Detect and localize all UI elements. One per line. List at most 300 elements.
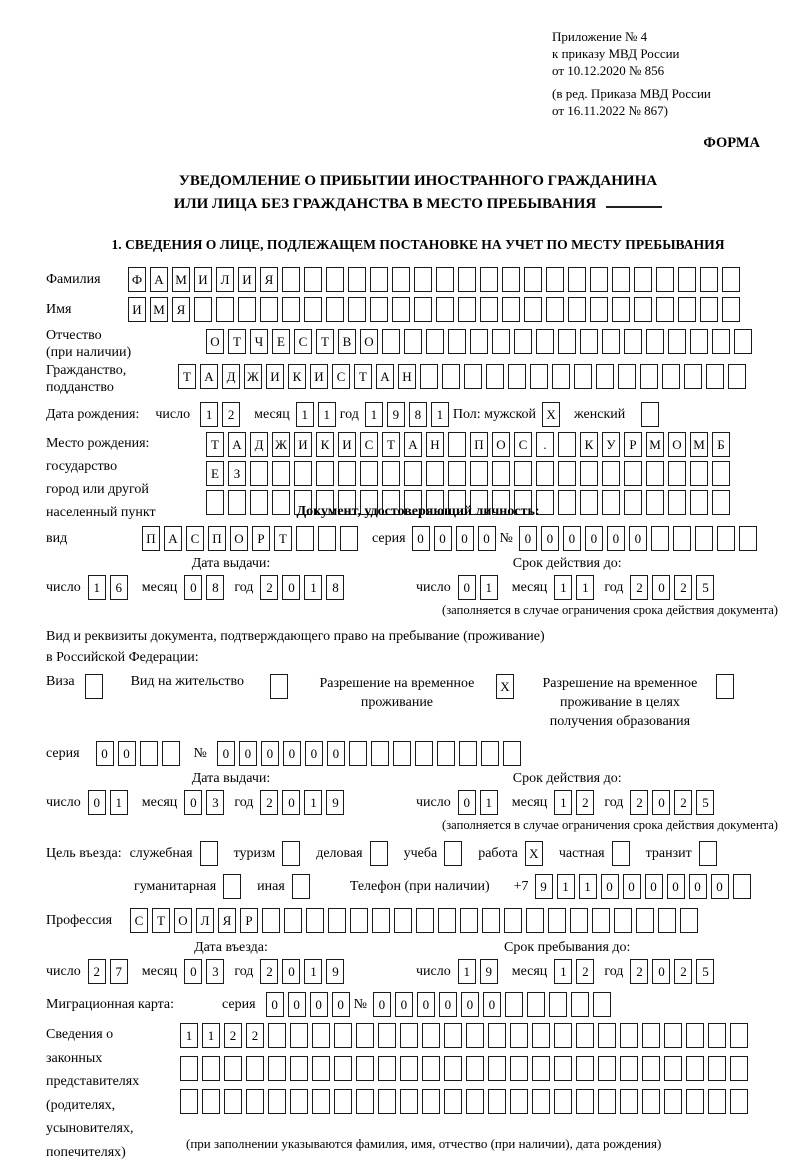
char-box xyxy=(348,297,366,322)
char-box: 0 xyxy=(667,874,685,899)
issue-date-header: Дата выдачи: xyxy=(191,556,271,571)
purpose-official: служебная xyxy=(130,841,222,866)
char-box xyxy=(502,297,520,322)
year-label: год xyxy=(339,406,359,422)
char-box: П xyxy=(470,432,488,457)
char-box: 0 xyxy=(118,741,136,766)
char-box: 1 xyxy=(557,874,575,899)
char-box xyxy=(312,1023,330,1048)
char-box: 0 xyxy=(305,741,323,766)
char-box: 0 xyxy=(456,526,474,551)
migration-number-label: № xyxy=(353,996,367,1012)
char-box xyxy=(580,461,598,486)
char-box: 1 xyxy=(554,575,572,600)
patronymic-cells xyxy=(206,329,756,354)
char-box: 5 xyxy=(696,575,714,600)
patronymic-label: Отчество (при наличии) xyxy=(46,328,132,360)
char-box xyxy=(356,1089,374,1114)
residence-valid-day xyxy=(458,790,502,815)
residence-valid-month xyxy=(554,790,598,815)
char-box xyxy=(282,297,300,322)
purpose-work: работа X xyxy=(478,841,547,866)
patronymic-row xyxy=(46,327,790,361)
char-box: 0 xyxy=(282,959,300,984)
char-box xyxy=(708,1089,726,1114)
char-box xyxy=(459,741,477,766)
char-box xyxy=(370,267,388,292)
char-box: 1 xyxy=(304,790,322,815)
char-box: Я xyxy=(260,267,278,292)
char-box xyxy=(470,461,488,486)
char-box: 0 xyxy=(217,741,235,766)
char-box: 2 xyxy=(576,959,594,984)
char-box: 0 xyxy=(439,992,457,1017)
char-box xyxy=(739,526,757,551)
birthplace-row1-cells xyxy=(206,432,734,457)
entry-dates: Дата въезда: число 2 7 месяц 0 3 год 2 0 1 9 Срок пребывания до: число 1 9 месяц 1 2 год 2 0 2 5 xyxy=(46,940,790,984)
char-box xyxy=(422,1089,440,1114)
char-box xyxy=(268,1056,286,1081)
char-box: 5 xyxy=(696,959,714,984)
char-box xyxy=(576,1023,594,1048)
residence-series-cells xyxy=(96,741,184,766)
iddoc-series-cells xyxy=(412,526,500,551)
char-box xyxy=(162,741,180,766)
month-label: месяц xyxy=(254,406,290,422)
char-box: 2 xyxy=(674,959,692,984)
char-box xyxy=(690,490,708,515)
char-box xyxy=(502,267,520,292)
char-box xyxy=(290,1056,308,1081)
char-box: 0 xyxy=(652,575,670,600)
char-box xyxy=(466,1023,484,1048)
char-box xyxy=(326,297,344,322)
iddoc-valid-day xyxy=(458,575,502,600)
entry-year xyxy=(260,959,348,984)
char-box: Р xyxy=(252,526,270,551)
char-box xyxy=(334,1023,352,1048)
name-row xyxy=(46,297,790,322)
char-box xyxy=(466,1056,484,1081)
char-box: 5 xyxy=(696,790,714,815)
char-box: 6 xyxy=(110,575,128,600)
char-box: 0 xyxy=(458,575,476,600)
citizenship-label: Гражданство, подданство xyxy=(46,363,127,395)
iddoc-kind-row xyxy=(46,526,790,551)
iddoc-number-cells xyxy=(519,526,761,551)
char-box: 1 xyxy=(480,790,498,815)
char-box: 0 xyxy=(623,874,641,899)
char-box xyxy=(656,297,674,322)
char-box xyxy=(554,1023,572,1048)
stay-day xyxy=(458,959,502,984)
char-box xyxy=(272,461,290,486)
char-box xyxy=(536,461,554,486)
char-box xyxy=(480,297,498,322)
char-box: А xyxy=(376,364,394,389)
char-box: 9 xyxy=(326,790,344,815)
residence-intro: Вид и реквизиты документа, подтверждающего право на пребывание (проживание) в Российской Федерации: xyxy=(46,629,545,665)
forma-label: ФОРМА xyxy=(703,135,760,151)
char-box: Р xyxy=(624,432,642,457)
char-box: 2 xyxy=(576,790,594,815)
sex-label: Пол: мужской xyxy=(452,406,537,422)
form-title-line1: УВЕДОМЛЕНИЕ О ПРИБЫТИИ ИНОСТРАННОГО ГРАЖДАНИНА xyxy=(178,173,658,189)
char-box: 0 xyxy=(88,790,106,815)
char-box: Н xyxy=(398,364,416,389)
char-box: 0 xyxy=(689,874,707,899)
char-box: Ж xyxy=(244,364,262,389)
char-box: 0 xyxy=(711,874,729,899)
char-box xyxy=(716,674,734,699)
char-box xyxy=(526,908,544,933)
char-box xyxy=(514,461,532,486)
char-box xyxy=(224,1089,242,1114)
char-box: О xyxy=(668,432,686,457)
char-box: О xyxy=(206,329,224,354)
char-box: И xyxy=(238,267,256,292)
char-box xyxy=(576,1089,594,1114)
char-box: 2 xyxy=(246,1023,264,1048)
char-box xyxy=(306,908,324,933)
profession-cells xyxy=(130,908,702,933)
char-box: М xyxy=(150,297,168,322)
char-box: 0 xyxy=(266,992,284,1017)
char-box xyxy=(382,461,400,486)
char-box xyxy=(658,908,676,933)
char-box: 0 xyxy=(327,741,345,766)
char-box xyxy=(444,1089,462,1114)
char-box xyxy=(246,1089,264,1114)
char-box: 2 xyxy=(88,959,106,984)
char-box xyxy=(140,741,158,766)
char-box xyxy=(640,364,658,389)
char-box xyxy=(482,908,500,933)
char-box xyxy=(422,1023,440,1048)
char-box xyxy=(678,297,696,322)
char-box xyxy=(422,1056,440,1081)
char-box xyxy=(570,908,588,933)
char-box xyxy=(316,461,334,486)
char-box xyxy=(416,908,434,933)
surname-label: Фамилия xyxy=(46,271,101,287)
char-box: 7 xyxy=(110,959,128,984)
char-box: 8 xyxy=(409,402,427,427)
char-box xyxy=(470,329,488,354)
entry-month xyxy=(184,959,228,984)
char-box xyxy=(510,1023,528,1048)
char-box xyxy=(505,992,523,1017)
char-box: . xyxy=(536,432,554,457)
residence-number-label: № xyxy=(193,745,207,761)
char-box: Д xyxy=(222,364,240,389)
char-box xyxy=(404,329,422,354)
char-box: Е xyxy=(206,461,224,486)
char-box: 2 xyxy=(630,790,648,815)
char-box: Ж xyxy=(272,432,290,457)
char-box xyxy=(460,908,478,933)
char-box: 1 xyxy=(110,790,128,815)
char-box xyxy=(370,297,388,322)
surname-cells xyxy=(128,267,744,292)
char-box xyxy=(466,1089,484,1114)
char-box xyxy=(334,1056,352,1081)
char-box xyxy=(558,329,576,354)
char-box xyxy=(328,908,346,933)
purpose-humanitarian: гуманитарная xyxy=(134,874,245,899)
char-box: 0 xyxy=(283,741,301,766)
char-box xyxy=(598,1056,616,1081)
char-box xyxy=(708,1056,726,1081)
char-box: И xyxy=(266,364,284,389)
char-box xyxy=(250,490,268,515)
char-box: 1 xyxy=(304,575,322,600)
char-box xyxy=(503,741,521,766)
char-box: С xyxy=(332,364,350,389)
char-box xyxy=(404,461,422,486)
char-box: М xyxy=(172,267,190,292)
char-box xyxy=(228,490,246,515)
char-box xyxy=(202,1056,220,1081)
char-box xyxy=(524,267,542,292)
char-box: А xyxy=(150,267,168,292)
migration-card-label: Миграционная карта: xyxy=(46,996,175,1012)
char-box: Т xyxy=(206,432,224,457)
char-box xyxy=(400,1023,418,1048)
char-box xyxy=(574,364,592,389)
char-box xyxy=(568,297,586,322)
residence-series-label: серия xyxy=(46,745,80,761)
char-box xyxy=(458,297,476,322)
char-box xyxy=(708,1023,726,1048)
char-box xyxy=(488,1089,506,1114)
char-box xyxy=(717,526,735,551)
profession-label: Профессия xyxy=(46,912,113,928)
char-box xyxy=(180,1056,198,1081)
char-box: X xyxy=(542,402,560,427)
char-box xyxy=(282,841,300,866)
char-box: 3 xyxy=(206,790,224,815)
char-box xyxy=(532,1023,550,1048)
char-box: С xyxy=(186,526,204,551)
iddoc-series-label: серия xyxy=(372,530,406,546)
residence-note: (заполняется в случае ограничения срока действия документа) xyxy=(442,818,778,832)
birth-year-cells xyxy=(365,402,453,427)
char-box xyxy=(548,908,566,933)
char-box: 8 xyxy=(206,575,224,600)
char-box: 0 xyxy=(282,575,300,600)
option-temp-residence-education: Разрешение на временное проживание в целях получения образования xyxy=(534,674,738,731)
char-box xyxy=(394,908,412,933)
surname-row xyxy=(46,267,790,292)
char-box xyxy=(558,432,576,457)
char-box xyxy=(437,741,455,766)
char-box: 1 xyxy=(296,402,314,427)
char-box: 0 xyxy=(332,992,350,1017)
purpose-label: Цель въезда: xyxy=(46,845,122,861)
char-box: А xyxy=(200,364,218,389)
char-box: 2 xyxy=(260,575,278,600)
iddoc-issue-year xyxy=(260,575,348,600)
char-box xyxy=(194,297,212,322)
representatives-labels: Сведения о законных представителях (родителях, усыновителях, попечителях) xyxy=(46,1027,140,1160)
char-box xyxy=(690,461,708,486)
migration-card-row xyxy=(46,992,790,1017)
char-box xyxy=(554,1056,572,1081)
char-box: Т xyxy=(316,329,334,354)
purpose-other: иная xyxy=(257,874,314,899)
iddoc-valid-year xyxy=(630,575,718,600)
char-box: 0 xyxy=(310,992,328,1017)
iddoc-kind-cells xyxy=(142,526,362,551)
char-box: К xyxy=(288,364,306,389)
char-box xyxy=(612,297,630,322)
char-box xyxy=(664,1056,682,1081)
char-box xyxy=(614,908,632,933)
char-box xyxy=(646,329,664,354)
char-box xyxy=(624,490,642,515)
char-box: Ч xyxy=(250,329,268,354)
char-box xyxy=(282,267,300,292)
char-box: Л xyxy=(196,908,214,933)
char-box xyxy=(326,267,344,292)
char-box xyxy=(334,1089,352,1114)
char-box xyxy=(602,490,620,515)
visa-checkbox xyxy=(85,674,107,699)
char-box xyxy=(620,1089,638,1114)
purpose-tourism: туризм xyxy=(234,841,305,866)
char-box xyxy=(510,1089,528,1114)
char-box xyxy=(558,461,576,486)
char-box: 0 xyxy=(652,790,670,815)
char-box: Т xyxy=(382,432,400,457)
char-box: И xyxy=(194,267,212,292)
char-box: 1 xyxy=(554,959,572,984)
char-box: 0 xyxy=(373,992,391,1017)
char-box xyxy=(668,329,686,354)
char-box: 0 xyxy=(184,790,202,815)
char-box: 1 xyxy=(180,1023,198,1048)
char-box xyxy=(400,1089,418,1114)
char-box xyxy=(492,329,510,354)
char-box xyxy=(268,1023,286,1048)
char-box xyxy=(552,364,570,389)
birth-day-cells xyxy=(200,402,244,427)
char-box: Р xyxy=(240,908,258,933)
iddoc-note: (заполняется в случае ограничения срока действия документа) xyxy=(442,603,778,617)
iddoc-issue-month xyxy=(184,575,228,600)
char-box: 0 xyxy=(184,959,202,984)
char-box xyxy=(426,461,444,486)
residence-issue-year xyxy=(260,790,348,815)
iddoc-kind-label: вид xyxy=(46,530,68,546)
char-box: Т xyxy=(354,364,372,389)
char-box xyxy=(510,1056,528,1081)
char-box xyxy=(436,297,454,322)
char-box xyxy=(602,329,620,354)
char-box xyxy=(348,267,366,292)
char-box xyxy=(554,1089,572,1114)
char-box: 1 xyxy=(480,575,498,600)
residence-number-cells xyxy=(217,741,525,766)
char-box: 0 xyxy=(601,874,619,899)
char-box: С xyxy=(130,908,148,933)
char-box: 0 xyxy=(629,526,647,551)
temp-residence-checkbox xyxy=(496,674,518,699)
char-box: 9 xyxy=(480,959,498,984)
appendix-line: Приложение № 4 xyxy=(552,29,648,44)
char-box xyxy=(602,461,620,486)
char-box: 2 xyxy=(674,790,692,815)
char-box: 9 xyxy=(535,874,553,899)
appendix-block xyxy=(552,28,790,119)
char-box xyxy=(668,490,686,515)
char-box: 2 xyxy=(260,959,278,984)
char-box: 0 xyxy=(519,526,537,551)
char-box: К xyxy=(580,432,598,457)
char-box xyxy=(206,490,224,515)
char-box: 3 xyxy=(206,959,224,984)
char-box xyxy=(668,461,686,486)
char-box xyxy=(524,297,542,322)
char-box xyxy=(250,461,268,486)
representatives-note: (при заполнении указываются фамилия, имя, отчество (при наличии), дата рождения) xyxy=(186,1136,662,1151)
char-box: И xyxy=(128,297,146,322)
char-box: С xyxy=(294,329,312,354)
char-box: М xyxy=(690,432,708,457)
char-box xyxy=(378,1089,396,1114)
char-box: Ф xyxy=(128,267,146,292)
char-box xyxy=(481,741,499,766)
char-box: 0 xyxy=(239,741,257,766)
char-box: 0 xyxy=(434,526,452,551)
char-box: 0 xyxy=(458,790,476,815)
char-box: 0 xyxy=(563,526,581,551)
char-box: 0 xyxy=(261,741,279,766)
char-box: 9 xyxy=(326,959,344,984)
char-box xyxy=(340,526,358,551)
iddoc-valid-month xyxy=(554,575,598,600)
char-box xyxy=(420,364,438,389)
char-box xyxy=(260,297,278,322)
char-box: 0 xyxy=(417,992,435,1017)
char-box xyxy=(593,992,611,1017)
representatives-row3-cells xyxy=(180,1089,752,1114)
char-box: 2 xyxy=(260,790,278,815)
char-box xyxy=(414,267,432,292)
char-box: О xyxy=(174,908,192,933)
char-box xyxy=(641,402,659,427)
char-box xyxy=(304,267,322,292)
char-box xyxy=(438,908,456,933)
char-box xyxy=(686,1089,704,1114)
birthplace-row2-cells xyxy=(206,461,734,486)
char-box: 2 xyxy=(222,402,240,427)
char-box xyxy=(664,1023,682,1048)
char-box: К xyxy=(316,432,334,457)
char-box: Я xyxy=(218,908,236,933)
char-box xyxy=(246,1056,264,1081)
char-box xyxy=(662,364,680,389)
char-box xyxy=(571,992,589,1017)
char-box xyxy=(558,490,576,515)
char-box xyxy=(180,1089,198,1114)
stay-month xyxy=(554,959,598,984)
char-box xyxy=(680,908,698,933)
char-box: В xyxy=(338,329,356,354)
form-title xyxy=(46,170,790,215)
char-box: А xyxy=(404,432,422,457)
